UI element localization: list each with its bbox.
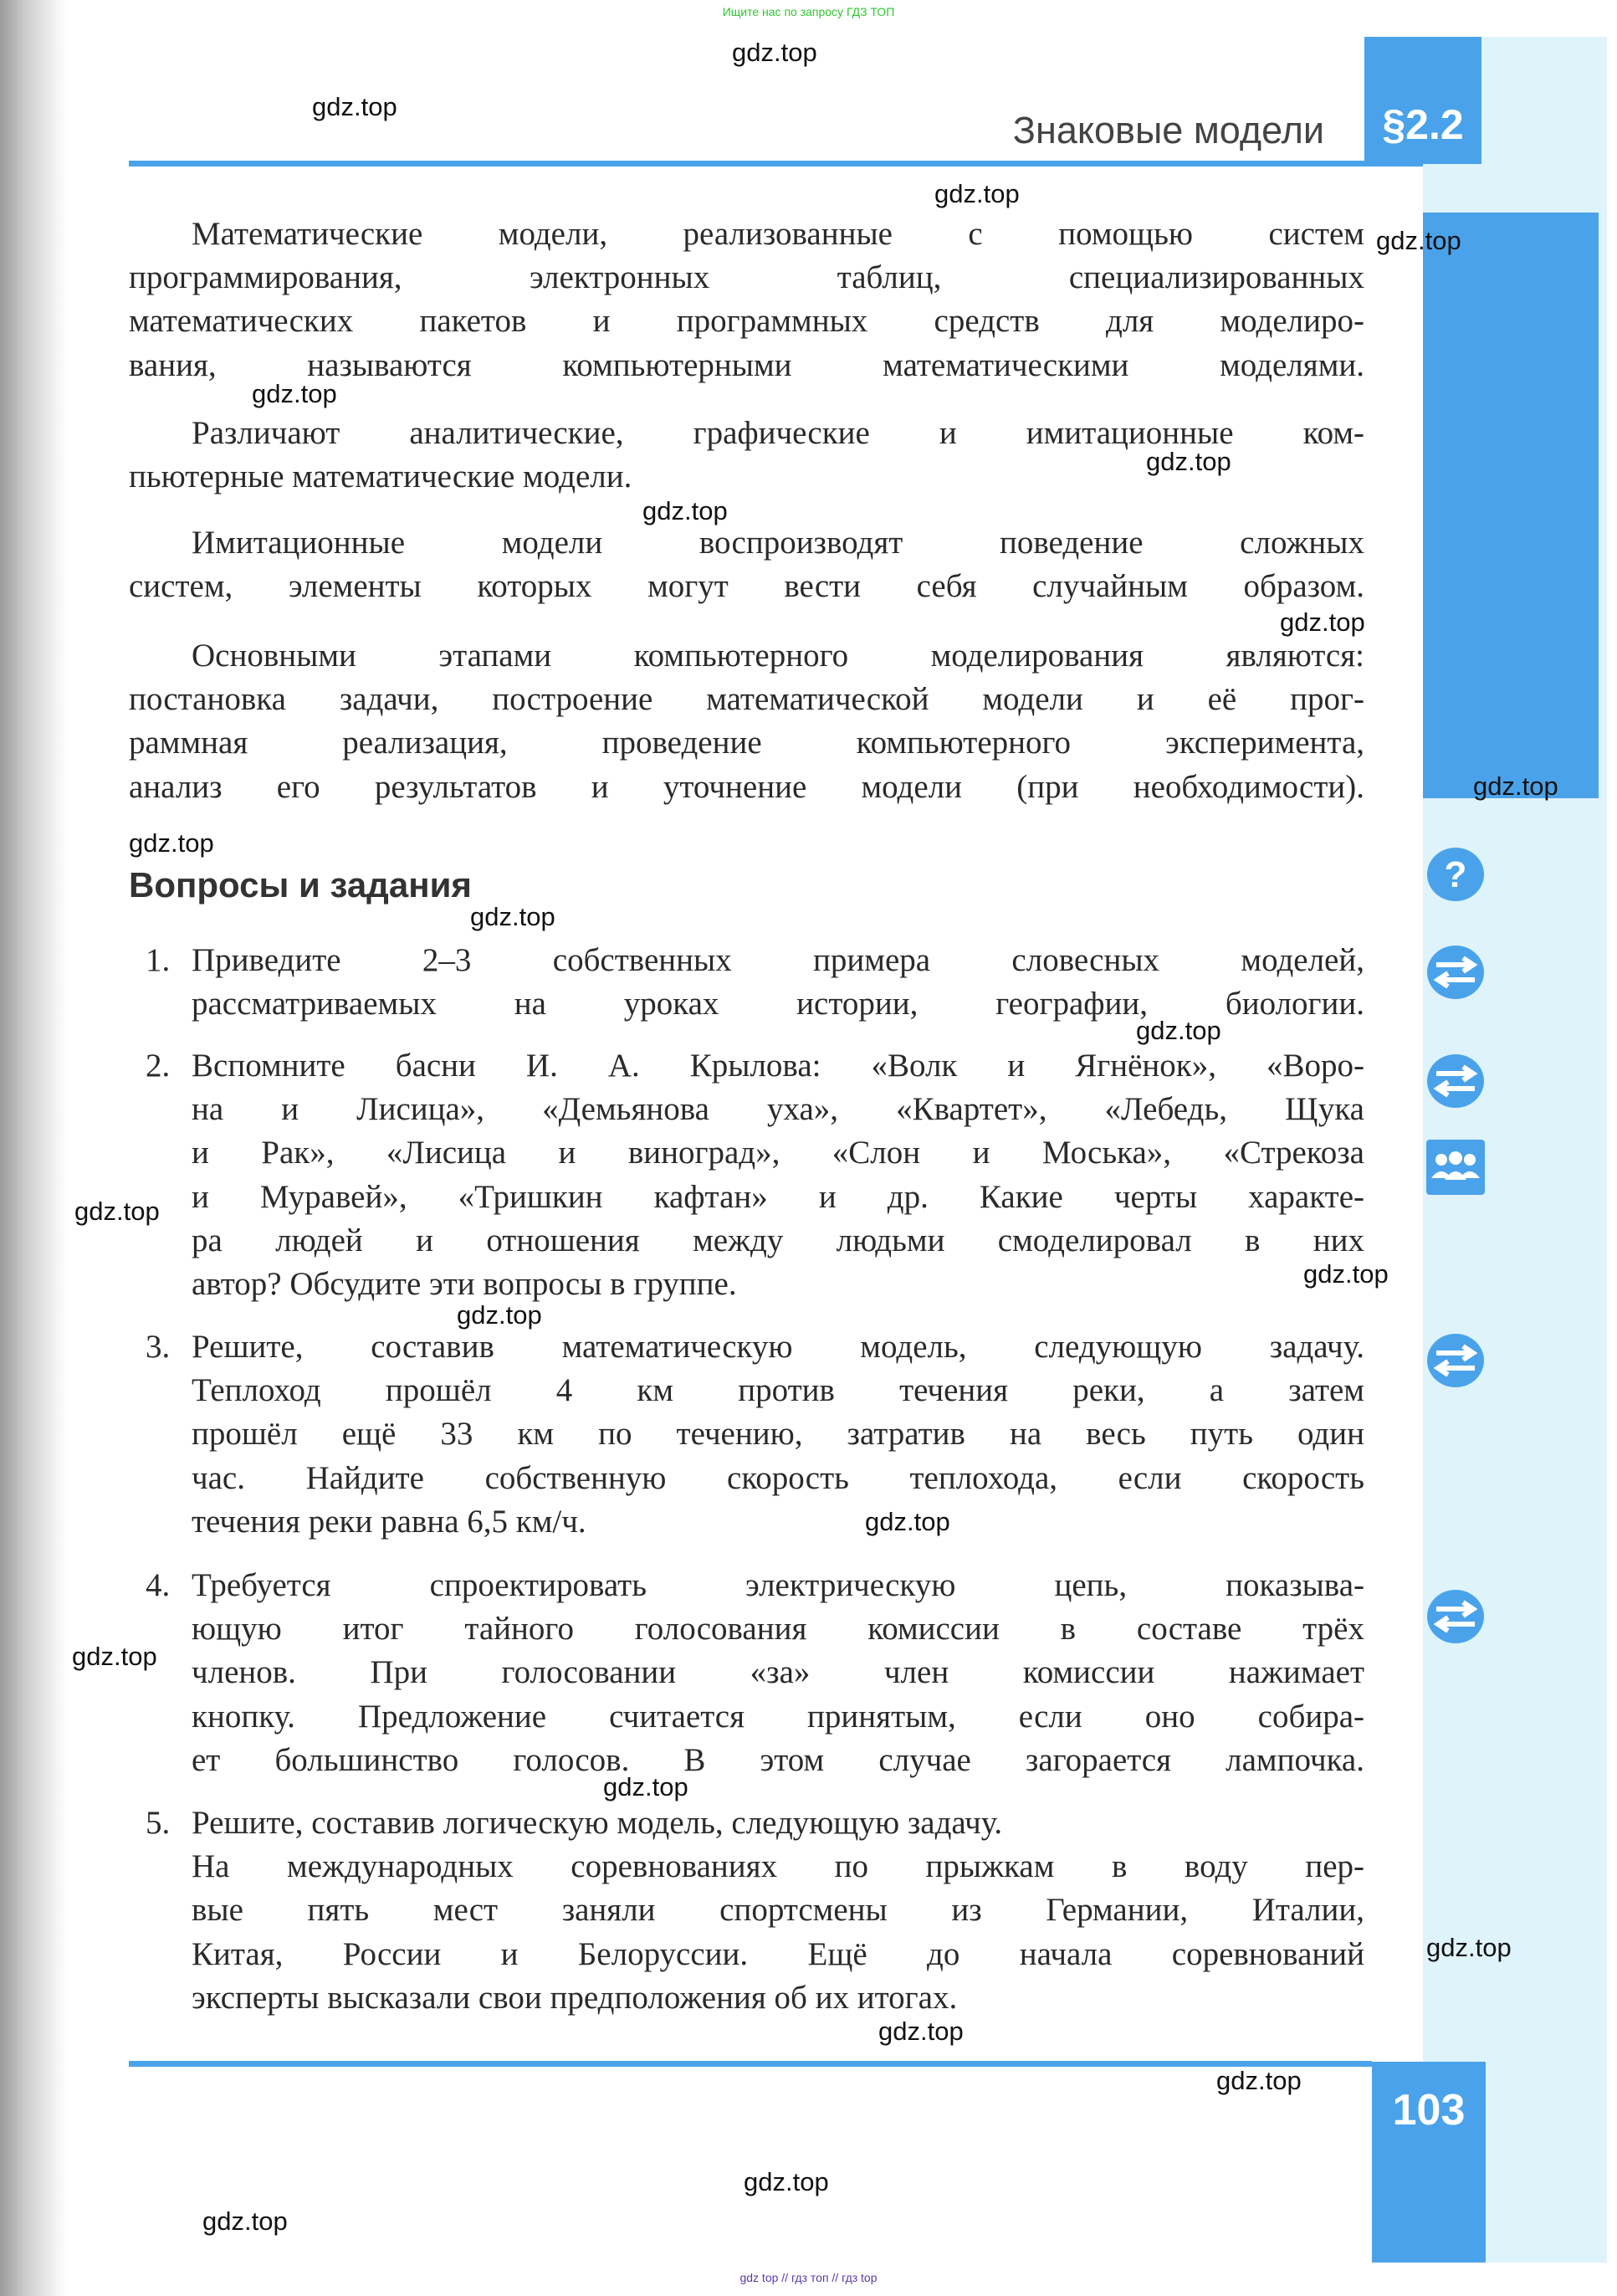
header-rule [129, 161, 1423, 167]
question-number: 5. [146, 1805, 171, 1841]
paragraph-1 [129, 213, 1364, 387]
text-line: и Муравей», «Тришкин кафтан» и др. Какие черты характе- [192, 1178, 1364, 1215]
text-line: течения реки равна 6,5 км/ч. [192, 1503, 586, 1540]
text-line: Различают аналитические, графические и имитационные ком- [192, 415, 1364, 451]
watermark: gdz.top [470, 902, 555, 931]
question-number: 2. [146, 1048, 171, 1084]
watermark: gdz.top [252, 379, 337, 408]
text-line: На международных соревнованиях по прыжкам в воду пер- [192, 1848, 1364, 1885]
question-4 [129, 1564, 1364, 1782]
text-line: Приведите 2–3 собственных примера словесных моделей, [192, 942, 1364, 978]
questions-heading: Вопросы и задания [129, 865, 472, 905]
text-line: и Рак», «Лисица и виноград», «Слон и Моська», «Стрекоза [192, 1135, 1364, 1171]
watermark: gdz.top [934, 179, 1020, 208]
watermark: gdz.top [74, 1197, 160, 1226]
text-line: автор? Обсудите эти вопросы в группе. [192, 1266, 737, 1303]
text-line: ет большинство голосов. В этом случае загорается лампочка. [192, 1741, 1364, 1778]
text-line: программирования, электронных таблиц, специализированных [129, 259, 1364, 296]
text-line: Имитационные модели воспроизводят поведение сложных [192, 525, 1364, 561]
watermark: gdz.top [1136, 1016, 1221, 1045]
watermark: gdz.top [202, 2206, 288, 2236]
text-line: рассматриваемых на уроках истории, географии, биологии. [192, 986, 1364, 1022]
text-line: Теплоход прошёл 4 км против течения реки, а затем [192, 1372, 1364, 1409]
text-line: ющую итог тайного голосования комиссии в составе трёх [192, 1611, 1364, 1648]
question-2 [129, 1044, 1364, 1306]
svg-text:?: ? [1444, 854, 1467, 895]
question-number: 1. [146, 942, 171, 978]
watermark: gdz.top [732, 38, 817, 67]
exchange-arrows-icon [1426, 1053, 1485, 1109]
bottom-note: gdz top // гдз топ // гдз top [739, 2271, 878, 2284]
text-line: постановка задачи, построение математической модели и её прог- [129, 681, 1364, 718]
question-number: 3. [146, 1329, 171, 1365]
page-title: Знаковые модели [1012, 109, 1324, 151]
text-line: вания, называются компьютерными математическими моделями. [129, 346, 1364, 383]
watermark: gdz.top [878, 2017, 964, 2046]
footer-rule [129, 2061, 1372, 2067]
watermark: gdz.top [1303, 1259, 1389, 1289]
text-line: ра людей и отношения между людьми смоделировал в них [192, 1222, 1364, 1258]
watermark: gdz.top [744, 2167, 829, 2196]
text-line: Математические модели, реализованные с помощью систем [192, 216, 1364, 252]
text-line: Решите, составив логическую модель, следующую задачу. [192, 1805, 1003, 1841]
question-1 [129, 939, 1364, 1026]
watermark: gdz.top [642, 496, 728, 525]
watermark: gdz.top [1473, 771, 1558, 801]
text-line: анализ его результатов и уточнение модели (при необходимости). [129, 768, 1364, 805]
group-work-icon [1426, 1140, 1485, 1195]
text-line: Основными этапами компьютерного моделирования являются: [192, 638, 1364, 674]
paragraph-4 [129, 634, 1364, 809]
watermark: gdz.top [312, 92, 397, 121]
page-number: 103 [1372, 2062, 1486, 2263]
text-line: Решите, составив математическую модель, следующую задачу. [192, 1329, 1364, 1365]
question-icon [1426, 847, 1485, 902]
section-tab: §2.2 [1364, 37, 1481, 164]
question-3 [129, 1325, 1364, 1544]
text-line: пьютерные математические модели. [129, 459, 632, 495]
text-line: Требуется спроектировать электрическую цепь, показыва- [192, 1567, 1364, 1603]
watermark: gdz.top [1146, 447, 1231, 476]
watermark: gdz.top [1216, 2066, 1302, 2095]
text-line: кнопку. Предложение считается принятым, если оно собира- [192, 1698, 1364, 1735]
text-line: на и Лисица», «Демьянова уха», «Квартет», «Лебедь, Щука [192, 1091, 1364, 1128]
question-5 [129, 1801, 1364, 2020]
text-line: Вспомните басни И. А. Крылова: «Волк и Ягнёнок», «Воро- [192, 1048, 1364, 1084]
watermark: gdz.top [457, 1300, 542, 1330]
text-line: вые пять мест заняли спортсмены из Германии, Италии, [192, 1892, 1364, 1929]
watermark: gdz.top [603, 1772, 688, 1801]
text-line: Китая, России и Белоруссии. Ещё до начала соревнований [192, 1935, 1364, 1972]
text-line: эксперты высказали свои предположения об их итогах. [192, 1979, 958, 2016]
watermark: gdz.top [1280, 607, 1365, 637]
watermark: gdz.top [72, 1642, 157, 1671]
watermark: gdz.top [129, 828, 214, 858]
right-strip-top [1481, 37, 1607, 164]
exchange-arrows-icon [1426, 1589, 1485, 1644]
watermark: gdz.top [1426, 1933, 1512, 1962]
page-edge-shadow [0, 0, 67, 2296]
text-line: систем, элементы которых могут вести себя случайным образом. [129, 568, 1364, 605]
watermark: gdz.top [1376, 226, 1461, 255]
question-number: 4. [146, 1567, 171, 1603]
text-line: математических пакетов и программных средств для моделиро- [129, 303, 1364, 340]
watermark: gdz.top [865, 1507, 950, 1536]
text-line: прошёл ещё 33 км по течению, затратив на весь путь один [192, 1416, 1364, 1453]
exchange-arrows-icon [1426, 1333, 1485, 1388]
text-line: раммная реализация, проведение компьютерного эксперимента, [129, 725, 1364, 761]
text-line: членов. При голосовании «за» член комиссии нажимает [192, 1654, 1364, 1691]
margin-blue-block [1423, 213, 1599, 798]
paragraph-3 [129, 521, 1364, 608]
top-note: Ищите нас по запросу ГДЗ ТОП [722, 5, 895, 18]
exchange-arrows-icon [1426, 945, 1485, 1000]
text-line: час. Найдите собственную скорость теплохода, если скорость [192, 1459, 1364, 1496]
